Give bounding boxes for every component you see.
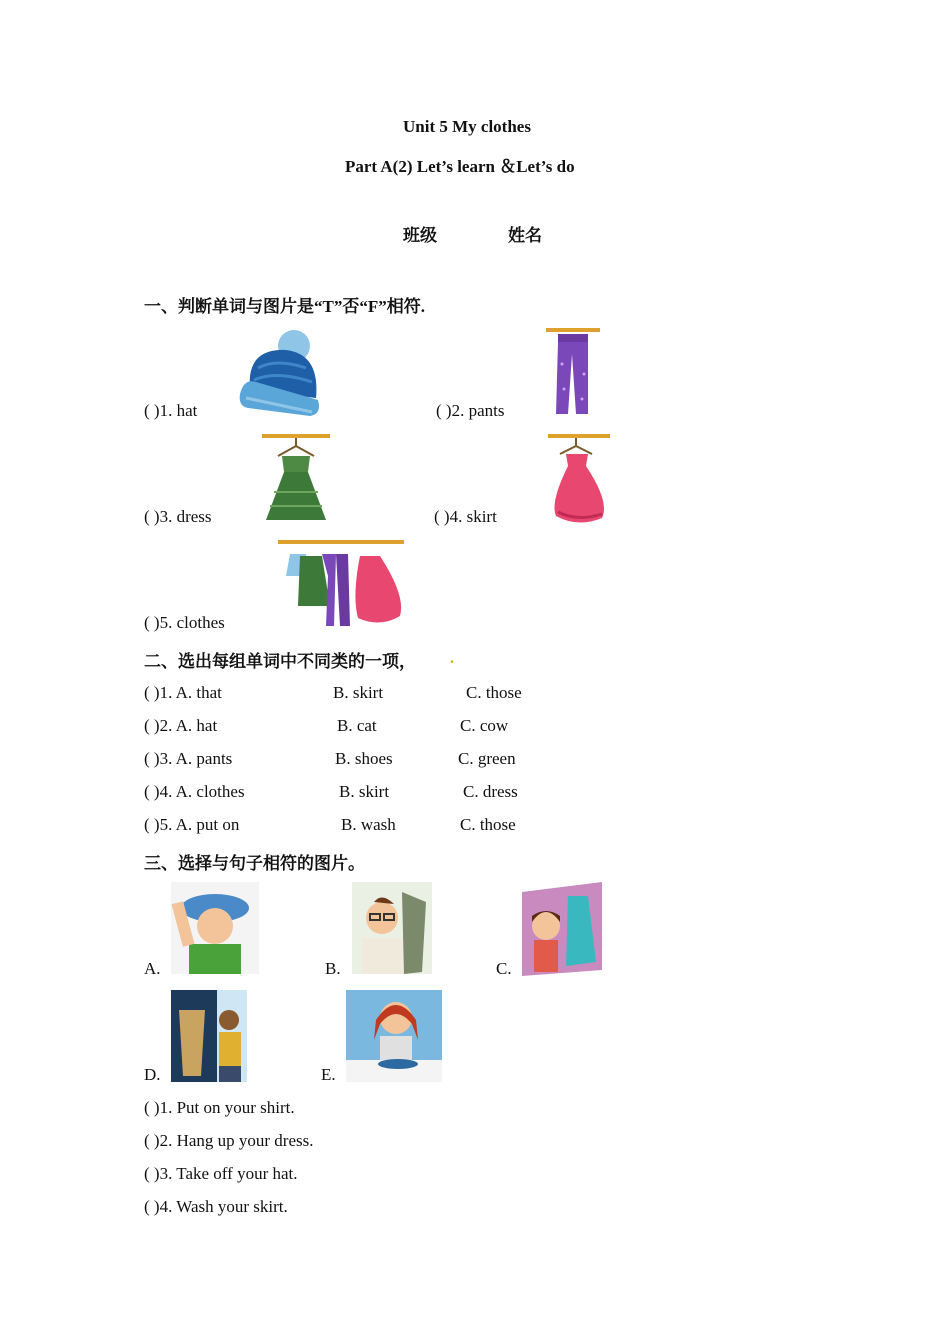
unit-title: Unit 5 My clothes	[403, 117, 531, 136]
hat-image	[236, 328, 322, 418]
girl-dress-picture	[522, 882, 602, 976]
pic-label-b: B.	[325, 959, 341, 978]
s2-row-3-a: ( )3. A. pants	[144, 749, 233, 768]
s2-row-2-c: C. cow	[460, 716, 509, 735]
pic-label-d: D.	[144, 1065, 161, 1084]
s3-sentence-1: ( )1. Put on your shirt.	[144, 1098, 295, 1117]
s1-item-2: ( )2. pants	[436, 401, 505, 420]
s2-row-1-b: B. skirt	[333, 683, 384, 702]
s2-row-2-b: B. cat	[337, 716, 377, 735]
name-label: 姓名	[508, 226, 542, 245]
s2-row-2-a: ( )2. A. hat	[144, 716, 218, 735]
s2-row-1-c: C. those	[466, 683, 522, 702]
boy-hat-picture	[171, 882, 259, 974]
boy-hangup-picture	[171, 990, 247, 1082]
boy-shirt-picture	[352, 882, 432, 974]
section3-heading: 三、选择与句子相符的图片。	[144, 854, 365, 873]
s2-row-1-a: ( )1. A. that	[144, 683, 222, 702]
s2-row-4-b: B. skirt	[339, 782, 390, 801]
dress-image	[260, 432, 332, 524]
s3-sentence-2: ( )2. Hang up your dress.	[144, 1131, 314, 1150]
s1-item-4: ( )4. skirt	[434, 507, 497, 526]
section1-heading: 一、判断单词与图片是“T”否“F”相符.	[144, 297, 425, 316]
pic-label-e: E.	[321, 1065, 336, 1084]
skirt-image	[546, 432, 612, 526]
s1-item-3: ( )3. dress	[144, 507, 212, 526]
s2-row-3-b: B. shoes	[335, 749, 393, 768]
s2-row-4-a: ( )4. A. clothes	[144, 782, 245, 801]
s3-sentence-3: ( )3. Take off your hat.	[144, 1164, 298, 1183]
part-subtitle: Part A(2) Let’s learn ＆Let’s do	[345, 157, 575, 176]
s2-row-5-b: B. wash	[341, 815, 396, 834]
class-label: 班级	[403, 226, 437, 245]
clothes-image	[276, 536, 406, 630]
s2-row-5-c: C. those	[460, 815, 516, 834]
s1-item-1: ( )1. hat	[144, 401, 198, 420]
s2-row-4-c: C. dress	[463, 782, 518, 801]
s1-item-5: ( )5. clothes	[144, 613, 225, 632]
section2-heading: 二、选出每组单词中不同类的一项，	[144, 652, 416, 671]
pants-image	[544, 324, 602, 418]
girl-wash-picture	[346, 990, 442, 1082]
pic-label-a: A.	[144, 959, 161, 978]
s2-row-5-a: ( )5. A. put on	[144, 815, 240, 834]
s3-sentence-4: ( )4. Wash your skirt.	[144, 1197, 288, 1216]
s2-row-3-c: C. green	[458, 749, 516, 768]
pic-label-c: C.	[496, 959, 512, 978]
decor-dot: .	[450, 650, 454, 667]
